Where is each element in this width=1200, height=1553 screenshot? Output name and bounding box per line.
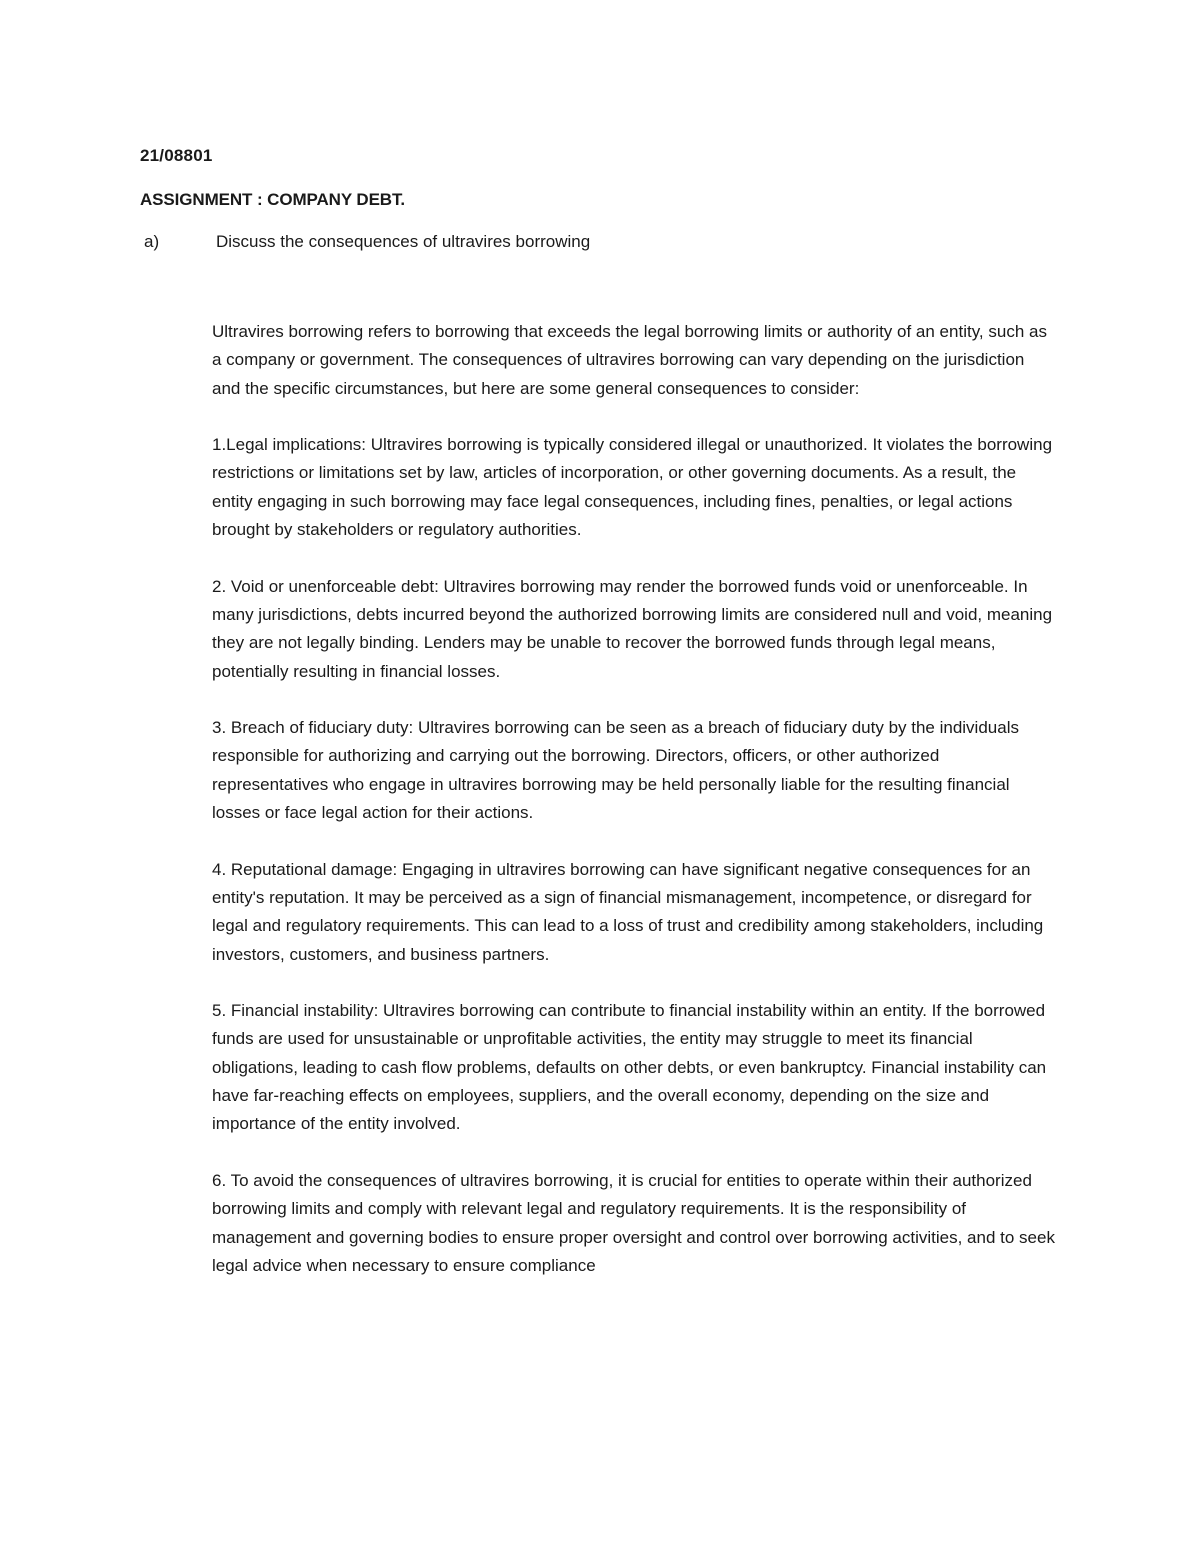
intro-paragraph: Ultravires borrowing refers to borrowing that exceeds the legal borrowing limits or authority of an entity, such as a company or government. The consequences of ultravires borrowing can vary depending on the jurisdiction and the specific circumstances, but here are some general consequences to consider:	[212, 322, 1047, 398]
question-label: a)	[144, 232, 160, 251]
paragraph-void-debt: 2. Void or unenforceable debt: Ultravires borrowing may render the borrowed funds void or unenforceable. In many jurisdictions, debts incurred beyond the authorized borrowing limits are considered null and void, meaning they are not legally binding. Lenders may be unable to recover the borrowed funds through legal means, potentially resulting in financial losses.	[212, 576, 1053, 681]
paragraph-avoidance: 6. To avoid the consequences of ultravires borrowing, it is crucial for entities to operate within their authorized borrowing limits and comply with relevant legal and regulatory requirements. It is the responsibility of management and governing bodies to ensure proper oversight and control over borrowing activities, and to seek legal advice when necessary to ensure compliance	[212, 1170, 1055, 1275]
paragraph-legal-implications: 1.Legal implications: Ultravires borrowing is typically considered illegal or unauthorized. It violates the borrowing restrictions or limitations set by law, articles of incorporation, or other governing documents. As a result, the entity engaging in such borrowing may face legal consequences, including fines, penalties, or legal actions brought by stakeholders or regulatory authorities.	[212, 435, 1053, 540]
document-id: 21/08801	[140, 146, 213, 165]
question-text: Discuss the consequences of ultravires borrowing	[216, 232, 591, 251]
paragraph-fiduciary-duty: 3. Breach of fiduciary duty: Ultravires borrowing can be seen as a breach of fiduciary duty by the individuals responsible for authorizing and carrying out the borrowing. Directors, officers, or other authorized representatives who engage in ultravires borrowing may be held personally liable for the resulting financial losses or face legal action for their actions.	[212, 718, 1019, 823]
document-body	[212, 318, 1057, 1280]
document-title: ASSIGNMENT : COMPANY DEBT.	[140, 190, 406, 209]
paragraph-reputational-damage: 4. Reputational damage: Engaging in ultravires borrowing can have significant negative consequences for an entity's reputation. It may be perceived as a sign of financial mismanagement, incompetence, or disregard for legal and regulatory requirements. This can lead to a loss of trust and credibility among stakeholders, including investors, customers, and business partners.	[212, 859, 1044, 964]
question-item	[140, 232, 590, 252]
paragraph-financial-instability: 5. Financial instability: Ultravires borrowing can contribute to financial instability within an entity. If the borrowed funds are used for unsustainable or unprofitable activities, the entity may struggle to meet its financial obligations, leading to cash flow problems, defaults on other debts, or even bankruptcy. Financial instability can have far-reaching effects on employees, suppliers, and the overall economy, depending on the size and importance of the entity involved.	[212, 1001, 1047, 1134]
